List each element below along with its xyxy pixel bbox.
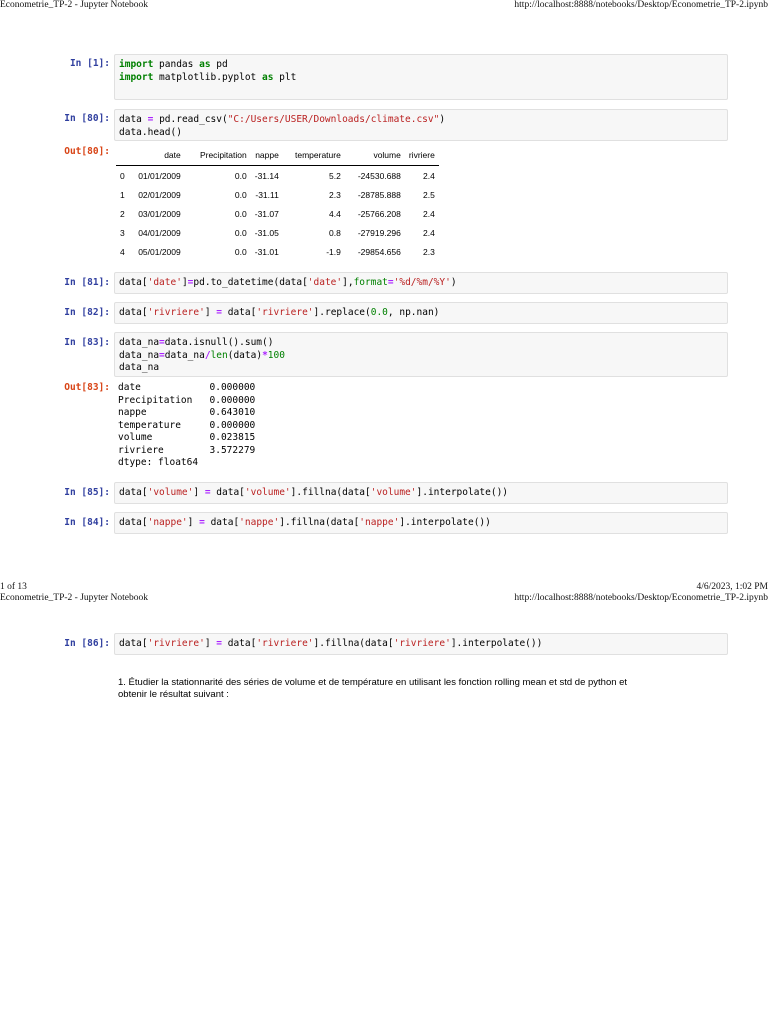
table-header-row — [116, 145, 439, 166]
row-index: 3 — [120, 227, 125, 238]
table-row — [116, 242, 439, 261]
table-row — [116, 185, 439, 204]
code-token: data_na — [119, 349, 160, 361]
cell-84-prompt: In [84]: — [64, 517, 110, 528]
output-line: Precipitation 0.000000 — [118, 394, 256, 406]
column-header: nappe — [251, 145, 283, 166]
table-cell: 04/01/2009 — [138, 227, 181, 238]
column-header — [116, 145, 129, 166]
code-token: format — [353, 277, 388, 288]
code-token: ].interpolate()) — [416, 487, 509, 498]
cell-81-prompt: In [81]: — [64, 277, 110, 288]
code-token: plt — [273, 71, 297, 83]
table-cell: 2.4 — [423, 208, 435, 219]
table-cell: 5.2 — [329, 170, 341, 181]
code-token: import — [119, 71, 154, 83]
cell-82-prompt: In [82]: — [64, 307, 110, 318]
code-token: data[ — [119, 307, 148, 318]
print-header-url-page2: http://localhost:8888/notebooks/Desktop/Econometrie_TP-2.ipynb — [514, 593, 768, 603]
column-header: rivriere — [405, 145, 439, 166]
code-token: = — [159, 337, 165, 348]
code-token: import — [119, 59, 154, 70]
row-index: 0 — [120, 170, 125, 181]
cell-80-code[interactable] — [114, 109, 728, 141]
code-token: as — [199, 59, 211, 70]
code-token: data_na — [164, 349, 205, 361]
print-header-url: http://localhost:8888/notebooks/Desktop/Econometrie_TP-2.ipynb — [514, 0, 768, 10]
table-cell: 01/01/2009 — [138, 170, 181, 181]
table-cell: 02/01/2009 — [138, 189, 181, 200]
code-token: ].fillna(data[ — [313, 638, 394, 649]
code-token: = — [147, 114, 154, 125]
row-index: 4 — [120, 246, 125, 257]
code-token: data[ — [119, 487, 148, 498]
code-token: data_na — [119, 362, 160, 373]
row-index: 1 — [120, 189, 125, 200]
code-token: (data) — [227, 349, 263, 361]
print-header-title: Econometrie_TP-2 - Jupyter Notebook — [0, 0, 149, 10]
code-token: data[ — [222, 638, 257, 649]
table-cell: 0.0 — [234, 227, 247, 238]
output-line: nappe 0.643010 — [118, 407, 256, 418]
code-token: / — [204, 349, 211, 361]
table-cell: 05/01/2009 — [138, 246, 181, 257]
code-token: ].fillna(data[ — [279, 517, 360, 528]
output-line: rivriere 3.572279 — [118, 444, 256, 456]
output-line: date 0.000000 — [118, 382, 256, 393]
code-token: 'rivriere' — [147, 307, 205, 318]
column-header: Precipitation — [185, 145, 251, 166]
code-token: = — [216, 307, 222, 318]
cell-82-code[interactable] — [114, 302, 728, 324]
table-cell: 03/01/2009 — [138, 208, 181, 219]
code-token: = — [204, 487, 211, 498]
code-token: ].interpolate()) — [399, 517, 491, 528]
table-row — [116, 166, 439, 186]
table-cell: -28785.888 — [357, 189, 401, 200]
table-cell: 2.3 — [423, 246, 435, 257]
table-cell: -31.11 — [255, 189, 279, 200]
table-cell: -31.14 — [254, 170, 279, 181]
code-token: data[ — [204, 517, 240, 528]
code-token: 'nappe' — [359, 517, 400, 528]
code-token: * — [262, 349, 268, 361]
code-token: ) — [439, 114, 446, 125]
code-token: data.isnull().sum() — [164, 337, 274, 348]
cell-83-prompt: In [83]: — [64, 337, 110, 348]
cell-83-code[interactable] — [114, 332, 728, 377]
code-token: ].interpolate()) — [450, 638, 543, 649]
markdown-line: 1. Étudier la stationnarité des séries de volume et de température en utilisant les fonction rolling mean et std de python et — [118, 677, 628, 688]
code-token: 'date' — [307, 277, 343, 288]
print-header-title-page2: Econometrie_TP-2 - Jupyter Notebook — [0, 593, 149, 603]
output-line: dtype: float64 — [118, 457, 199, 468]
code-token: 'volume' — [147, 487, 194, 498]
table-cell: 0.8 — [329, 227, 341, 238]
code-token: data.head() — [119, 126, 182, 138]
print-footer-page: 1 of 13 — [0, 582, 27, 592]
row-index: 2 — [120, 208, 125, 219]
table-cell: -31.01 — [254, 246, 279, 257]
table-cell: 2.4 — [423, 227, 435, 238]
code-token: len — [210, 349, 228, 361]
code-token: 'volume' — [244, 487, 291, 498]
code-token: data[ — [119, 517, 148, 528]
code-token: ) — [450, 277, 457, 288]
code-token: ] — [193, 487, 205, 498]
code-token: , np.nan) — [387, 307, 440, 318]
code-token: as — [262, 71, 274, 83]
code-token: 0.0 — [370, 307, 388, 318]
code-token: ] — [181, 277, 188, 288]
column-header: date — [129, 145, 185, 166]
code-token: 'rivriere' — [256, 307, 314, 318]
table-cell: -29854.656 — [357, 246, 401, 257]
table-row — [116, 223, 439, 242]
cell-86-prompt: In [86]: — [64, 638, 110, 649]
cell-85-code[interactable] — [114, 482, 728, 504]
cell-83-out-prompt: Out[83]: — [64, 382, 110, 393]
table-cell: 0.0 — [234, 208, 247, 219]
dataframe-head-table — [116, 145, 439, 261]
table-cell: -24530.688 — [357, 170, 401, 181]
code-token: pd.read_csv( — [153, 114, 228, 125]
code-token: "C:/Users/USER/Downloads/climate.csv" — [227, 114, 440, 125]
code-token: data[ — [119, 277, 148, 288]
code-token: ] — [204, 638, 217, 649]
code-token: 'date' — [147, 277, 182, 288]
code-token: pd.to_datetime(data[ — [193, 277, 308, 288]
table-cell: 2.4 — [423, 170, 435, 181]
print-footer-date: 4/6/2023, 1:02 PM — [696, 582, 768, 592]
code-token: 100 — [267, 349, 285, 361]
column-header: volume — [345, 145, 405, 166]
code-token: = — [199, 517, 205, 528]
markdown-question-1 — [118, 677, 718, 701]
code-token: data_na — [119, 337, 160, 348]
cell-84-code[interactable] — [114, 512, 728, 534]
table-cell: -31.07 — [254, 208, 279, 219]
table-cell: 0.0 — [234, 246, 247, 257]
code-token: matplotlib.pyplot — [153, 71, 262, 83]
null-percentage-output — [118, 382, 255, 470]
code-token: ] — [204, 307, 217, 318]
table-cell: 0.0 — [234, 170, 247, 181]
table-cell: -27919.296 — [357, 227, 401, 238]
code-token: 'volume' — [370, 487, 417, 498]
code-token: data[ — [119, 638, 148, 649]
code-token: = — [159, 349, 165, 361]
cell-85-prompt: In [85]: — [64, 487, 110, 498]
cell-80-prompt: In [80]: — [64, 113, 110, 124]
markdown-line: obtenir le résultat suivant : — [118, 689, 229, 700]
code-token: = — [216, 638, 222, 649]
table-cell: 4.4 — [329, 208, 341, 219]
cell-86-code[interactable] — [114, 633, 728, 655]
cell-1-prompt: In [1]: — [69, 58, 110, 69]
code-token: '%d/%m/%Y' — [393, 277, 451, 288]
code-token: pd — [210, 59, 228, 70]
output-line: temperature 0.000000 — [118, 419, 256, 431]
table-cell: -25766.208 — [357, 208, 401, 219]
code-token: data — [119, 114, 148, 125]
code-token: ] — [187, 517, 200, 528]
code-token: 'rivriere' — [393, 638, 451, 649]
table-cell: 2.3 — [329, 189, 341, 200]
code-token: 'nappe' — [147, 517, 188, 528]
code-token: ].fillna(data[ — [290, 487, 371, 498]
code-token: ], — [342, 277, 354, 288]
code-token: ].replace( — [313, 307, 371, 318]
output-line: volume 0.023815 — [118, 432, 256, 443]
code-token: 'nappe' — [239, 517, 280, 528]
table-cell: 2.5 — [423, 189, 435, 200]
code-token: data[ — [210, 487, 245, 498]
code-token: = — [187, 277, 194, 288]
code-token: 'rivriere' — [256, 638, 314, 649]
cell-80-out-prompt: Out[80]: — [64, 146, 110, 157]
table-row — [116, 204, 439, 223]
code-token: 'rivriere' — [147, 638, 205, 649]
code-token: data[ — [222, 307, 257, 318]
cell-81-code[interactable] — [114, 272, 728, 294]
code-token: = — [387, 277, 394, 288]
column-header: temperature — [283, 145, 345, 166]
code-token: pandas — [153, 59, 200, 70]
cell-1-code[interactable] — [114, 54, 728, 100]
table-cell: 0.0 — [234, 189, 247, 200]
table-cell: -1.9 — [326, 246, 341, 257]
table-cell: -31.05 — [254, 227, 279, 238]
